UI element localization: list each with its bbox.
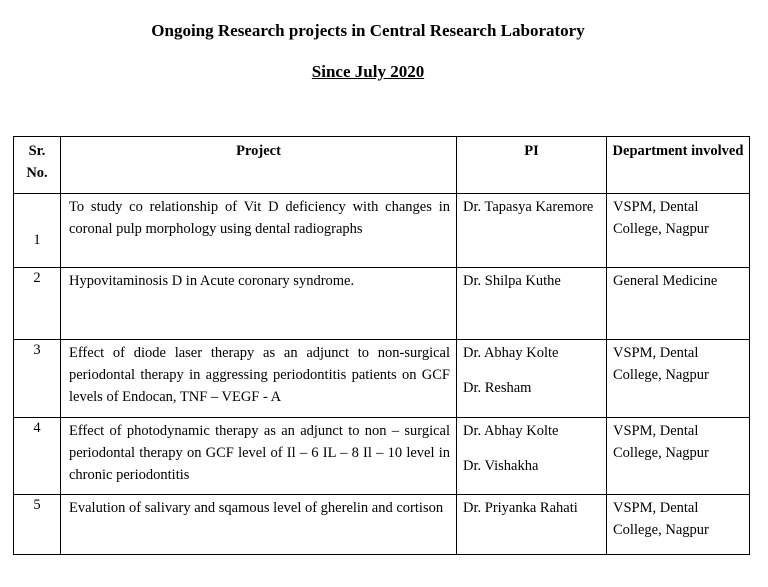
pi-name: Dr. Abhay Kolte <box>463 345 559 361</box>
department-cell: General Medicine <box>607 268 750 340</box>
sr-no-cell: 2 <box>14 268 61 340</box>
pi-name: Dr. Shilpa Kuthe <box>463 273 561 289</box>
pi-name: Dr. Resham <box>463 380 532 396</box>
page-title: Ongoing Research projects in Central Research Laboratory <box>151 21 585 40</box>
table-row <box>14 194 750 268</box>
pi-name: Dr. Abhay Kolte <box>463 423 559 439</box>
pi-cell <box>457 268 607 340</box>
project-cell: Evalution of salivary and sqamous level of gherelin and cortison <box>61 495 457 555</box>
sr-no-cell: 1 <box>14 194 61 268</box>
project-cell: To study co relationship of Vit D deficiency with changes in coronal pulp morphology using dental radiographs <box>61 194 457 268</box>
project-cell: Hypovitaminosis D in Acute coronary syndrome. <box>61 268 457 340</box>
pi-cell <box>457 340 607 418</box>
project-cell: Effect of photodynamic therapy as an adjunct to non – surgical periodontal therapy on GCF level of Il – 6 IL – 8 Il – 10 level in chronic periodontitis <box>61 418 457 495</box>
table-row <box>14 340 750 418</box>
projects-table <box>13 136 750 555</box>
header-sr-no: Sr. No. <box>14 137 61 194</box>
header-department: Department involved <box>607 137 750 194</box>
page-subtitle: Since July 2020 <box>311 62 425 81</box>
sr-no-cell: 5 <box>14 495 61 555</box>
table-row <box>14 418 750 495</box>
pi-cell <box>457 194 607 268</box>
table-row <box>14 495 750 555</box>
department-cell: VSPM, Dental College, Nagpur <box>607 418 750 495</box>
pi-name: Dr. Priyanka Rahati <box>463 500 578 516</box>
department-cell: VSPM, Dental College, Nagpur <box>607 194 750 268</box>
pi-name: Dr. Tapasya Karemore <box>463 199 594 215</box>
department-cell: VSPM, Dental College, Nagpur <box>607 495 750 555</box>
pi-name: Dr. Vishakha <box>463 458 539 474</box>
sr-no-cell: 4 <box>14 418 61 495</box>
pi-cell <box>457 418 607 495</box>
pi-cell <box>457 495 607 555</box>
project-cell: Effect of diode laser therapy as an adjunct to non-surgical periodontal therapy in aggressing periodontitis patients on GCF levels of Endocan, TNF – VEGF - A <box>61 340 457 418</box>
sr-no-cell: 3 <box>14 340 61 418</box>
department-cell: VSPM, Dental College, Nagpur <box>607 340 750 418</box>
header-project: Project <box>61 137 457 194</box>
table-header-row <box>14 137 750 194</box>
table-row <box>14 268 750 340</box>
header-pi: PI <box>457 137 607 194</box>
